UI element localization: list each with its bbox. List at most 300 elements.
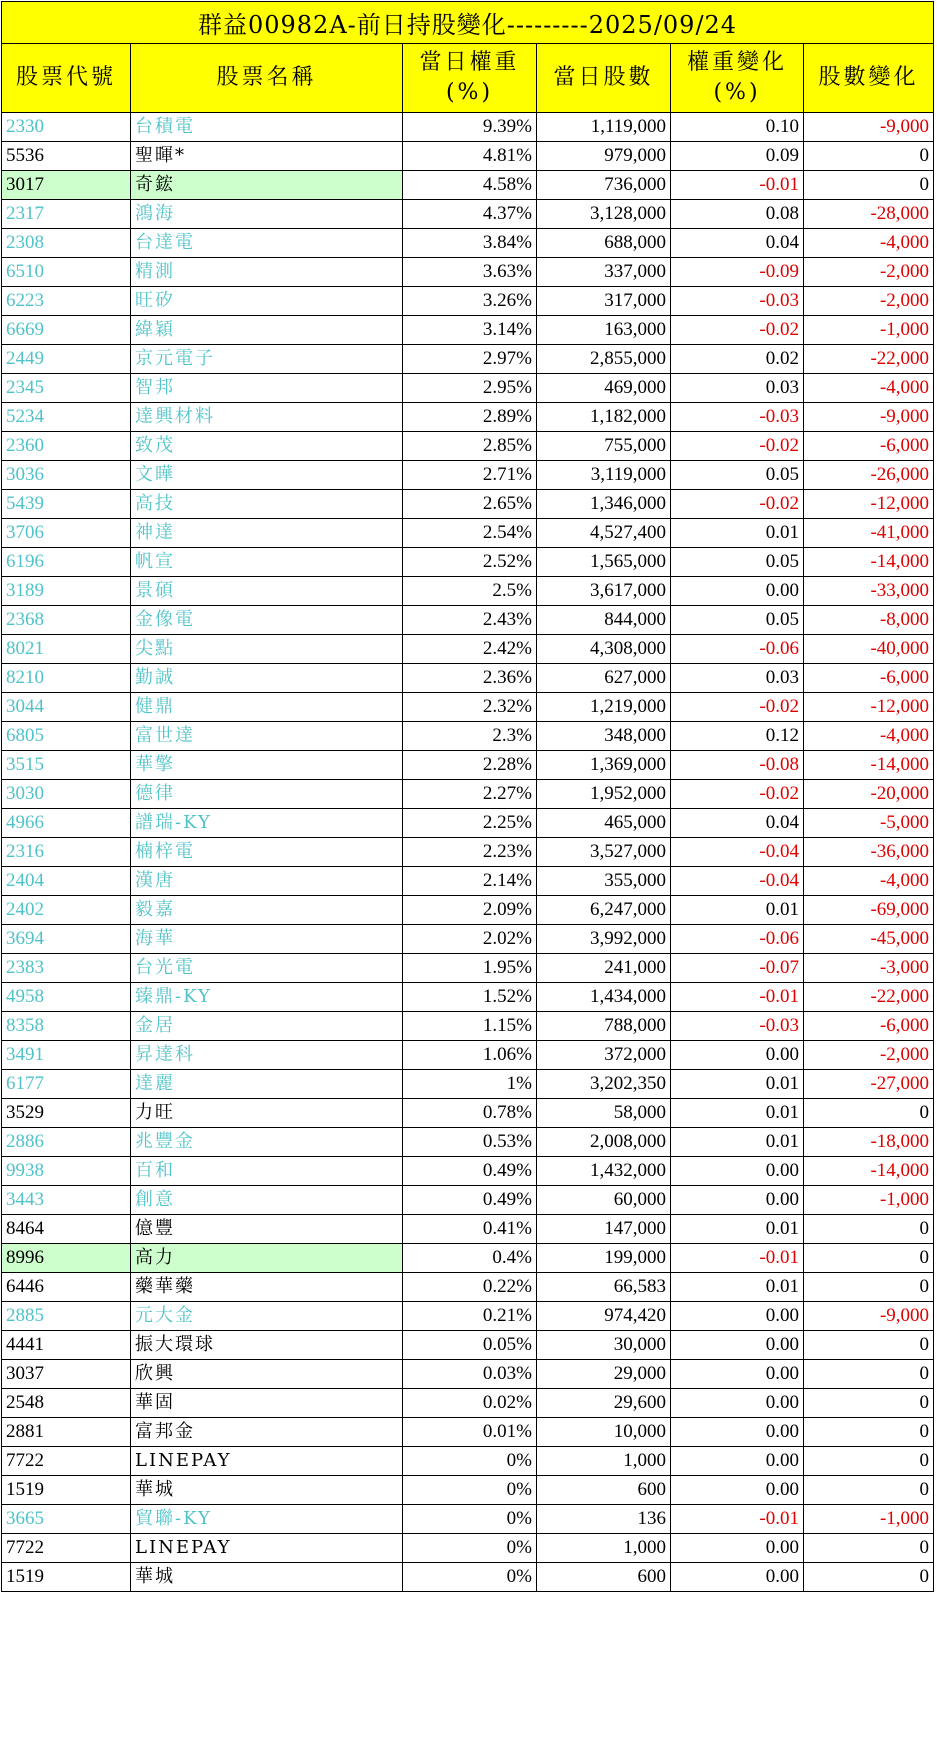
weight-change-cell: 0.01 — [671, 896, 804, 925]
shares-cell: 469,000 — [537, 374, 671, 403]
shares-change-cell: 0 — [804, 1331, 934, 1360]
weight-cell: 0.21% — [403, 1302, 537, 1331]
shares-cell: 6,247,000 — [537, 896, 671, 925]
header-daily-weight-line2: (%) — [445, 80, 494, 105]
table-row — [2, 1447, 934, 1476]
shares-cell: 1,182,000 — [537, 403, 671, 432]
shares-cell: 3,992,000 — [537, 925, 671, 954]
shares-cell: 1,434,000 — [537, 983, 671, 1012]
weight-change-cell: -0.01 — [671, 983, 804, 1012]
weight-cell: 2.09% — [403, 896, 537, 925]
table-row — [2, 1418, 934, 1447]
table-row — [2, 751, 934, 780]
shares-change-cell: -3,000 — [804, 954, 934, 983]
shares-cell: 199,000 — [537, 1244, 671, 1273]
shares-change-cell: -5,000 — [804, 809, 934, 838]
weight-change-cell: 0.05 — [671, 461, 804, 490]
table-row — [2, 896, 934, 925]
stock-name-cell: 元大金 — [131, 1302, 403, 1331]
weight-change-cell: 0.03 — [671, 374, 804, 403]
weight-cell: 2.27% — [403, 780, 537, 809]
stock-name-cell: 毅嘉 — [131, 896, 403, 925]
stock-name-cell: 文曄 — [131, 461, 403, 490]
shares-cell: 755,000 — [537, 432, 671, 461]
shares-change-cell: 0 — [804, 1476, 934, 1505]
weight-change-cell: 0.04 — [671, 229, 804, 258]
weight-cell: 0.41% — [403, 1215, 537, 1244]
stock-code-cell: 4441 — [2, 1331, 131, 1360]
table-row — [2, 200, 934, 229]
stock-code-cell: 3515 — [2, 751, 131, 780]
weight-change-cell: -0.02 — [671, 490, 804, 519]
weight-cell: 3.26% — [403, 287, 537, 316]
header-shares-change: 股數變化 — [804, 44, 934, 113]
weight-change-cell: 0.01 — [671, 1273, 804, 1302]
table-row — [2, 229, 934, 258]
stock-code-cell: 3189 — [2, 577, 131, 606]
shares-cell: 348,000 — [537, 722, 671, 751]
table-row — [2, 1389, 934, 1418]
stock-name-cell: 京元電子 — [131, 345, 403, 374]
stock-name-cell: LINEPAY — [131, 1534, 403, 1563]
table-row — [2, 1563, 934, 1592]
stock-code-cell: 2308 — [2, 229, 131, 258]
weight-cell: 2.02% — [403, 925, 537, 954]
header-daily-weight-line1: 當日權重 — [419, 50, 520, 75]
table-row — [2, 1215, 934, 1244]
stock-code-cell: 8996 — [2, 1244, 131, 1273]
stock-code-cell: 2402 — [2, 896, 131, 925]
weight-cell: 2.71% — [403, 461, 537, 490]
table-body — [2, 113, 934, 1592]
shares-change-cell: 0 — [804, 1273, 934, 1302]
weight-change-cell: 0.03 — [671, 664, 804, 693]
header-stock-name: 股票名稱 — [131, 44, 403, 113]
shares-change-cell: -40,000 — [804, 635, 934, 664]
stock-code-cell: 6510 — [2, 258, 131, 287]
table-row — [2, 838, 934, 867]
shares-change-cell: 0 — [804, 1534, 934, 1563]
weight-change-cell: -0.01 — [671, 171, 804, 200]
shares-change-cell: -1,000 — [804, 316, 934, 345]
shares-cell: 163,000 — [537, 316, 671, 345]
shares-change-cell: -9,000 — [804, 113, 934, 142]
shares-change-cell: -20,000 — [804, 780, 934, 809]
stock-code-cell: 3044 — [2, 693, 131, 722]
table-row — [2, 1128, 934, 1157]
shares-cell: 10,000 — [537, 1418, 671, 1447]
weight-cell: 4.81% — [403, 142, 537, 171]
shares-change-cell: -4,000 — [804, 374, 934, 403]
stock-name-cell: 力旺 — [131, 1099, 403, 1128]
weight-change-cell: -0.09 — [671, 258, 804, 287]
table-row — [2, 1012, 934, 1041]
weight-cell: 0% — [403, 1563, 537, 1592]
shares-change-cell: -2,000 — [804, 1041, 934, 1070]
title-row — [2, 2, 934, 44]
stock-name-cell: 尖點 — [131, 635, 403, 664]
table-row — [2, 403, 934, 432]
stock-code-cell: 2316 — [2, 838, 131, 867]
weight-cell: 2.25% — [403, 809, 537, 838]
weight-cell: 2.14% — [403, 867, 537, 896]
stock-name-cell: 譜瑞-KY — [131, 809, 403, 838]
shares-cell: 337,000 — [537, 258, 671, 287]
table-row — [2, 1041, 934, 1070]
shares-cell: 974,420 — [537, 1302, 671, 1331]
stock-name-cell: 緯穎 — [131, 316, 403, 345]
shares-cell: 317,000 — [537, 287, 671, 316]
stock-code-cell: 3037 — [2, 1360, 131, 1389]
shares-change-cell: 0 — [804, 1244, 934, 1273]
stock-name-cell: 昇達科 — [131, 1041, 403, 1070]
stock-name-cell: 帆宣 — [131, 548, 403, 577]
shares-cell: 29,000 — [537, 1360, 671, 1389]
weight-change-cell: 0.01 — [671, 519, 804, 548]
stock-code-cell: 3017 — [2, 171, 131, 200]
shares-cell: 29,600 — [537, 1389, 671, 1418]
table-row — [2, 867, 934, 896]
shares-change-cell: 0 — [804, 1389, 934, 1418]
sheet-title: 群益00982A-前日持股變化---------2025/09/24 — [2, 2, 934, 44]
shares-change-cell: -4,000 — [804, 867, 934, 896]
shares-cell: 3,617,000 — [537, 577, 671, 606]
shares-cell: 979,000 — [537, 142, 671, 171]
weight-cell: 2.65% — [403, 490, 537, 519]
table-row — [2, 432, 934, 461]
weight-change-cell: 0.00 — [671, 1447, 804, 1476]
table-row — [2, 113, 934, 142]
shares-cell: 147,000 — [537, 1215, 671, 1244]
shares-change-cell: -9,000 — [804, 403, 934, 432]
shares-change-cell: -12,000 — [804, 490, 934, 519]
table-row — [2, 664, 934, 693]
weight-cell: 1.06% — [403, 1041, 537, 1070]
stock-name-cell: 兆豐金 — [131, 1128, 403, 1157]
stock-name-cell: 振大環球 — [131, 1331, 403, 1360]
shares-change-cell: -27,000 — [804, 1070, 934, 1099]
weight-cell: 1.15% — [403, 1012, 537, 1041]
stock-code-cell: 2360 — [2, 432, 131, 461]
weight-change-cell: 0.00 — [671, 1418, 804, 1447]
table-row — [2, 1157, 934, 1186]
weight-change-cell: -0.06 — [671, 925, 804, 954]
shares-cell: 1,369,000 — [537, 751, 671, 780]
stock-code-cell: 1519 — [2, 1563, 131, 1592]
shares-cell: 60,000 — [537, 1186, 671, 1215]
stock-code-cell: 3694 — [2, 925, 131, 954]
table-row — [2, 374, 934, 403]
weight-cell: 2.32% — [403, 693, 537, 722]
shares-cell: 3,128,000 — [537, 200, 671, 229]
shares-change-cell: -69,000 — [804, 896, 934, 925]
weight-change-cell: -0.08 — [671, 751, 804, 780]
table-row — [2, 548, 934, 577]
weight-cell: 0.49% — [403, 1186, 537, 1215]
stock-name-cell: 富邦金 — [131, 1418, 403, 1447]
weight-change-cell: -0.01 — [671, 1505, 804, 1534]
stock-name-cell: 華城 — [131, 1476, 403, 1505]
shares-change-cell: -18,000 — [804, 1128, 934, 1157]
shares-change-cell: -1,000 — [804, 1186, 934, 1215]
stock-code-cell: 6805 — [2, 722, 131, 751]
table-row — [2, 606, 934, 635]
shares-cell: 1,219,000 — [537, 693, 671, 722]
stock-name-cell: 臻鼎-KY — [131, 983, 403, 1012]
stock-code-cell: 8358 — [2, 1012, 131, 1041]
weight-change-cell: 0.10 — [671, 113, 804, 142]
header-weight-change-line2: (%) — [713, 80, 761, 105]
shares-change-cell: -36,000 — [804, 838, 934, 867]
table-row — [2, 925, 934, 954]
stock-code-cell: 7722 — [2, 1447, 131, 1476]
weight-cell: 0.49% — [403, 1157, 537, 1186]
table-row — [2, 258, 934, 287]
shares-change-cell: -22,000 — [804, 983, 934, 1012]
weight-cell: 0.53% — [403, 1128, 537, 1157]
weight-change-cell: -0.03 — [671, 1012, 804, 1041]
weight-change-cell: 0.00 — [671, 1389, 804, 1418]
stock-code-cell: 3529 — [2, 1099, 131, 1128]
weight-cell: 2.43% — [403, 606, 537, 635]
stock-code-cell: 2368 — [2, 606, 131, 635]
table-row — [2, 1070, 934, 1099]
stock-code-cell: 4966 — [2, 809, 131, 838]
shares-cell: 736,000 — [537, 171, 671, 200]
shares-cell: 1,000 — [537, 1447, 671, 1476]
stock-name-cell: 奇鋐 — [131, 171, 403, 200]
weight-change-cell: -0.07 — [671, 954, 804, 983]
shares-change-cell: 0 — [804, 1418, 934, 1447]
stock-code-cell: 2449 — [2, 345, 131, 374]
stock-name-cell: 達興材料 — [131, 403, 403, 432]
shares-change-cell: -4,000 — [804, 229, 934, 258]
header-stock-code: 股票代號 — [2, 44, 131, 113]
stock-name-cell: 漢唐 — [131, 867, 403, 896]
weight-change-cell: 0.05 — [671, 548, 804, 577]
weight-cell: 2.89% — [403, 403, 537, 432]
weight-cell: 0.02% — [403, 1389, 537, 1418]
weight-change-cell: 0.00 — [671, 1157, 804, 1186]
shares-change-cell: 0 — [804, 1563, 934, 1592]
table-row — [2, 780, 934, 809]
shares-cell: 30,000 — [537, 1331, 671, 1360]
shares-cell: 2,008,000 — [537, 1128, 671, 1157]
shares-cell: 2,855,000 — [537, 345, 671, 374]
weight-change-cell: -0.02 — [671, 432, 804, 461]
weight-change-cell: -0.04 — [671, 838, 804, 867]
shares-cell: 1,119,000 — [537, 113, 671, 142]
table-row — [2, 983, 934, 1012]
shares-change-cell: -28,000 — [804, 200, 934, 229]
table-row — [2, 287, 934, 316]
stock-name-cell: 旺矽 — [131, 287, 403, 316]
stock-code-cell: 6446 — [2, 1273, 131, 1302]
weight-change-cell: 0.00 — [671, 1331, 804, 1360]
shares-cell: 372,000 — [537, 1041, 671, 1070]
weight-change-cell: 0.00 — [671, 1041, 804, 1070]
table-row — [2, 954, 934, 983]
weight-change-cell: 0.01 — [671, 1128, 804, 1157]
weight-change-cell: 0.12 — [671, 722, 804, 751]
stock-name-cell: 華城 — [131, 1563, 403, 1592]
header-weight-change-line1: 權重變化 — [686, 50, 787, 75]
shares-change-cell: -22,000 — [804, 345, 934, 374]
stock-name-cell: 德律 — [131, 780, 403, 809]
stock-name-cell: 精測 — [131, 258, 403, 287]
stock-name-cell: 高技 — [131, 490, 403, 519]
stock-code-cell: 6177 — [2, 1070, 131, 1099]
shares-change-cell: 0 — [804, 1215, 934, 1244]
shares-cell: 4,527,400 — [537, 519, 671, 548]
stock-name-cell: 創意 — [131, 1186, 403, 1215]
weight-change-cell: 0.00 — [671, 1360, 804, 1389]
stock-code-cell: 2404 — [2, 867, 131, 896]
table-row — [2, 635, 934, 664]
shares-cell: 3,119,000 — [537, 461, 671, 490]
table-row — [2, 577, 934, 606]
stock-name-cell: 欣興 — [131, 1360, 403, 1389]
stock-name-cell: 景碩 — [131, 577, 403, 606]
weight-cell: 0.4% — [403, 1244, 537, 1273]
stock-name-cell: 達麗 — [131, 1070, 403, 1099]
stock-code-cell: 2885 — [2, 1302, 131, 1331]
shares-change-cell: 0 — [804, 171, 934, 200]
table-row — [2, 1534, 934, 1563]
table-row — [2, 1302, 934, 1331]
stock-name-cell: 貿聯-KY — [131, 1505, 403, 1534]
stock-code-cell: 3665 — [2, 1505, 131, 1534]
stock-code-cell: 8210 — [2, 664, 131, 693]
shares-cell: 58,000 — [537, 1099, 671, 1128]
weight-cell: 3.63% — [403, 258, 537, 287]
shares-change-cell: -14,000 — [804, 1157, 934, 1186]
stock-name-cell: 台積電 — [131, 113, 403, 142]
stock-name-cell: 金居 — [131, 1012, 403, 1041]
stock-name-cell: 台達電 — [131, 229, 403, 258]
weight-change-cell: -0.02 — [671, 693, 804, 722]
table-row — [2, 519, 934, 548]
table-row — [2, 171, 934, 200]
stock-name-cell: 鴻海 — [131, 200, 403, 229]
weight-change-cell: 0.00 — [671, 577, 804, 606]
stock-code-cell: 5439 — [2, 490, 131, 519]
weight-cell: 0.22% — [403, 1273, 537, 1302]
stock-code-cell: 4958 — [2, 983, 131, 1012]
weight-cell: 0.78% — [403, 1099, 537, 1128]
stock-code-cell: 3036 — [2, 461, 131, 490]
stock-code-cell: 8021 — [2, 635, 131, 664]
table-row — [2, 1099, 934, 1128]
holdings-table — [1, 1, 934, 1592]
weight-change-cell: 0.09 — [671, 142, 804, 171]
shares-cell: 136 — [537, 1505, 671, 1534]
shares-change-cell: -14,000 — [804, 548, 934, 577]
shares-change-cell: 0 — [804, 1099, 934, 1128]
shares-change-cell: -41,000 — [804, 519, 934, 548]
weight-change-cell: 0.04 — [671, 809, 804, 838]
weight-change-cell: -0.01 — [671, 1244, 804, 1273]
stock-name-cell: 勤誠 — [131, 664, 403, 693]
weight-change-cell: 0.01 — [671, 1215, 804, 1244]
stock-code-cell: 5536 — [2, 142, 131, 171]
shares-cell: 3,202,350 — [537, 1070, 671, 1099]
weight-change-cell: 0.00 — [671, 1476, 804, 1505]
weight-cell: 0% — [403, 1447, 537, 1476]
shares-cell: 1,000 — [537, 1534, 671, 1563]
shares-change-cell: -2,000 — [804, 258, 934, 287]
stock-code-cell: 9938 — [2, 1157, 131, 1186]
table-row — [2, 1505, 934, 1534]
stock-name-cell: 金像電 — [131, 606, 403, 635]
stock-name-cell: 健鼎 — [131, 693, 403, 722]
shares-cell: 600 — [537, 1563, 671, 1592]
stock-code-cell: 2886 — [2, 1128, 131, 1157]
shares-cell: 3,527,000 — [537, 838, 671, 867]
weight-change-cell: -0.02 — [671, 780, 804, 809]
weight-cell: 0% — [403, 1534, 537, 1563]
shares-cell: 465,000 — [537, 809, 671, 838]
shares-cell: 1,346,000 — [537, 490, 671, 519]
shares-change-cell: -14,000 — [804, 751, 934, 780]
weight-cell: 2.85% — [403, 432, 537, 461]
stock-name-cell: 台光電 — [131, 954, 403, 983]
shares-change-cell: -2,000 — [804, 287, 934, 316]
table-row — [2, 809, 934, 838]
shares-cell: 627,000 — [537, 664, 671, 693]
shares-cell: 788,000 — [537, 1012, 671, 1041]
stock-code-cell: 2881 — [2, 1418, 131, 1447]
weight-cell: 2.52% — [403, 548, 537, 577]
weight-cell: 1.95% — [403, 954, 537, 983]
shares-cell: 688,000 — [537, 229, 671, 258]
header-weight-change — [671, 44, 804, 113]
shares-change-cell: -12,000 — [804, 693, 934, 722]
weight-cell: 0.05% — [403, 1331, 537, 1360]
shares-change-cell: 0 — [804, 142, 934, 171]
table-row — [2, 1186, 934, 1215]
table-row — [2, 693, 934, 722]
weight-change-cell: 0.01 — [671, 1099, 804, 1128]
weight-change-cell: 0.00 — [671, 1563, 804, 1592]
table-row — [2, 1244, 934, 1273]
shares-cell: 4,308,000 — [537, 635, 671, 664]
stock-code-cell: 2317 — [2, 200, 131, 229]
shares-cell: 241,000 — [537, 954, 671, 983]
weight-change-cell: -0.03 — [671, 287, 804, 316]
shares-change-cell: -4,000 — [804, 722, 934, 751]
stock-name-cell: 神達 — [131, 519, 403, 548]
stock-name-cell: 華固 — [131, 1389, 403, 1418]
header-daily-shares: 當日股數 — [537, 44, 671, 113]
shares-cell: 1,432,000 — [537, 1157, 671, 1186]
stock-code-cell: 2345 — [2, 374, 131, 403]
weight-cell: 0.03% — [403, 1360, 537, 1389]
stock-code-cell: 8464 — [2, 1215, 131, 1244]
shares-cell: 1,952,000 — [537, 780, 671, 809]
stock-name-cell: 高力 — [131, 1244, 403, 1273]
weight-change-cell: 0.00 — [671, 1302, 804, 1331]
table-row — [2, 1273, 934, 1302]
table-row — [2, 345, 934, 374]
stock-code-cell: 3706 — [2, 519, 131, 548]
weight-cell: 3.84% — [403, 229, 537, 258]
shares-change-cell: -1,000 — [804, 1505, 934, 1534]
stock-code-cell: 1519 — [2, 1476, 131, 1505]
stock-name-cell: 藥華藥 — [131, 1273, 403, 1302]
stock-name-cell: 華擎 — [131, 751, 403, 780]
stock-code-cell: 6669 — [2, 316, 131, 345]
